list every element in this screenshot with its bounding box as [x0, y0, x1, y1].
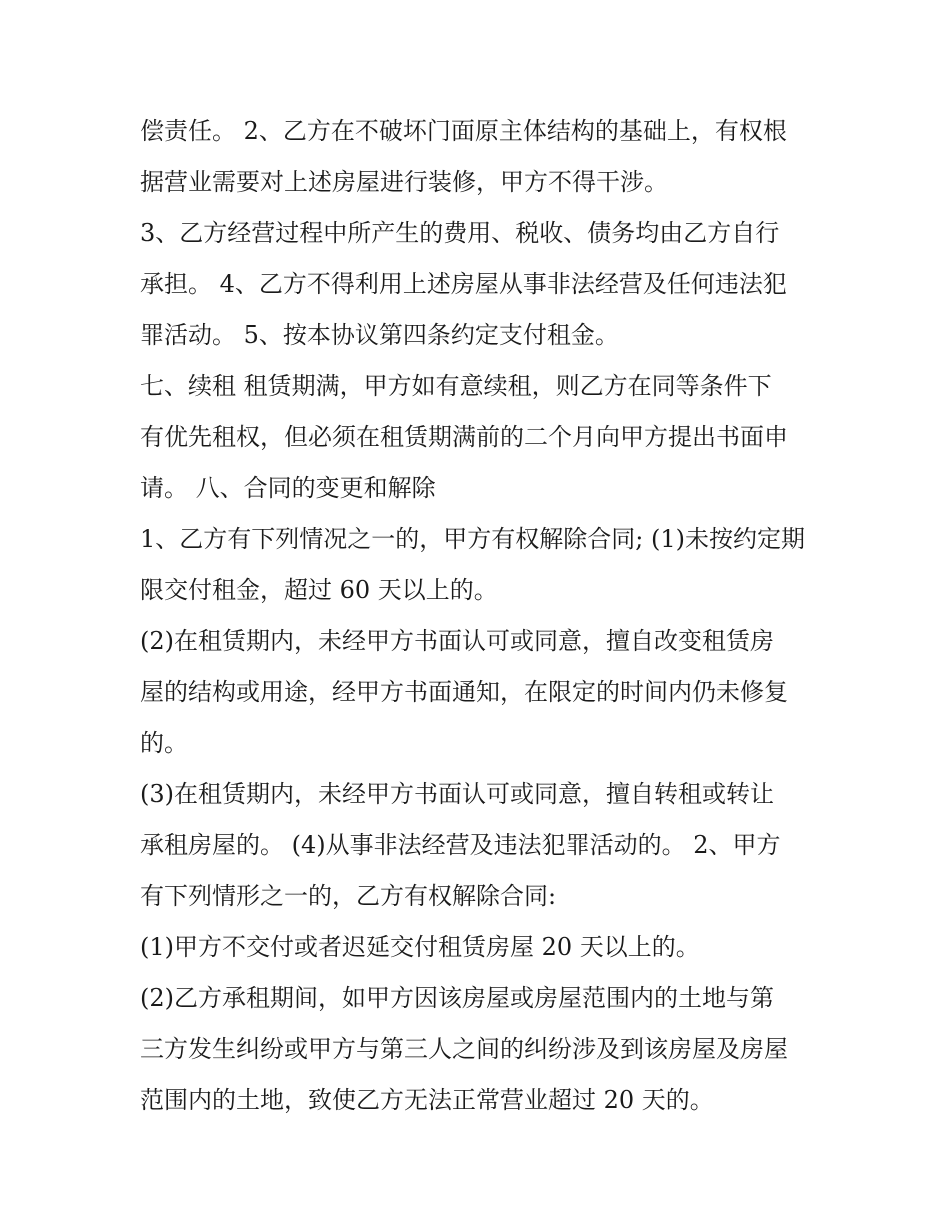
- text-line: 罪活动。 5、按本协议第四条约定支付租金。: [140, 321, 619, 349]
- text-line: 范围内的土地，致使乙方无法正常营业超过 20 天的。: [140, 1086, 714, 1114]
- text-line: 有优先租权，但必须在租赁期满前的二个月向甲方提出书面申: [140, 423, 788, 451]
- text-line: 承担。 4、乙方不得利用上述房屋从事非法经营及任何违法犯: [140, 270, 787, 298]
- text-line: 有下列情形之一的，乙方有权解除合同:: [140, 882, 557, 910]
- document-body: [140, 106, 820, 1126]
- text-line: 据营业需要对上述房屋进行装修，甲方不得干涉。: [140, 168, 668, 196]
- text-line: (1)甲方不交付或者迟延交付租赁房屋 20 天以上的。: [140, 933, 700, 961]
- text-line: 承租房屋的。 (4)从事非法经营及违法犯罪活动的。 2、甲方: [140, 831, 781, 859]
- text-line: 屋的结构或用途，经甲方书面通知，在限定的时间内仍未修复: [140, 678, 788, 706]
- text-line: 的。: [140, 729, 188, 757]
- text-line: (2)在租赁期内，未经甲方书面认可或同意，擅自改变租赁房: [140, 627, 774, 655]
- text-line: (3)在租赁期内，未经甲方书面认可或同意，擅自转租或转让: [140, 780, 774, 808]
- text-line: 请。 八、合同的变更和解除: [140, 474, 436, 502]
- text-line: 七、续租 租赁期满，甲方如有意续租，则乙方在同等条件下: [140, 372, 772, 400]
- text-line: 1、乙方有下列情况之一的，甲方有权解除合同; (1)未按约定期: [140, 525, 805, 553]
- text-line: 偿责任。 2、乙方在不破坏门面原主体结构的基础上，有权根: [140, 117, 787, 145]
- text-line: 3、乙方经营过程中所产生的费用、税收、债务均由乙方自行: [140, 219, 780, 247]
- text-line: 三方发生纠纷或甲方与第三人之间的纠纷涉及到该房屋及房屋: [140, 1035, 788, 1063]
- text-line: (2)乙方承租期间，如甲方因该房屋或房屋范围内的土地与第: [140, 984, 774, 1012]
- text-line: 限交付租金，超过 60 天以上的。: [140, 576, 498, 604]
